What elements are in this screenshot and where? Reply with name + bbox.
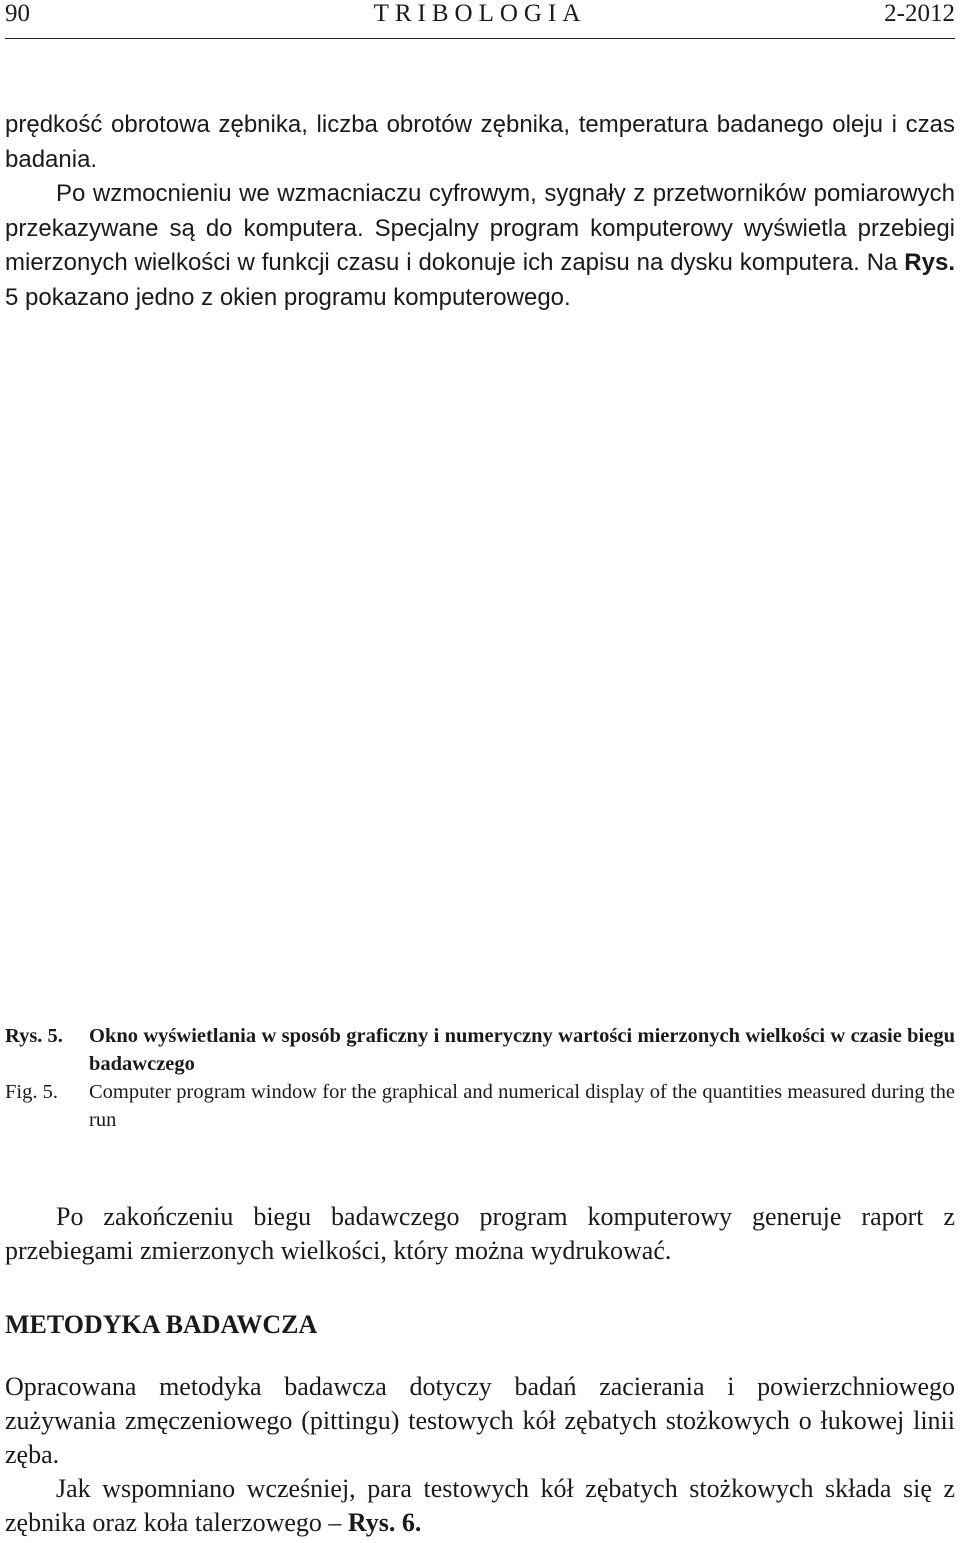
- after-figure-text: [5, 1200, 955, 1268]
- figure-caption: [5, 1022, 955, 1134]
- intro-text: [5, 108, 955, 315]
- figure-6-reference: Rys. 6.: [347, 1508, 422, 1537]
- running-header: [5, 0, 955, 39]
- journal-title: TRIBOLOGIA: [373, 0, 587, 27]
- after-figure-paragraph: Po zakończeniu biegu badawczego program komputerowy generuje raport z przebiegami zmierzonych wielkości, który można wydrukować.: [5, 1202, 955, 1265]
- section-paragraph-1: Opracowana metodyka badawcza dotyczy badań zacierania i powierzchniowego zużywania zmęczeniowego (pittingu) testowych kół zębatych stożkowych o łukowej linii zęba.: [5, 1372, 955, 1469]
- section-heading: METODYKA BADAWCZA: [5, 1310, 318, 1339]
- caption-text-en: Computer program window for the graphical and numerical display of the quantities measured during the run: [89, 1081, 955, 1131]
- caption-label-en: Fig. 5.: [5, 1081, 58, 1103]
- section-paragraph-2: [5, 1472, 955, 1540]
- section-p2-text: Jak wspomniano wcześniej, para testowych kół zębatych stożkowych składa się z zębnika oraz koła talerzowego –: [5, 1474, 955, 1537]
- caption-label-pl: Rys. 5.: [5, 1025, 63, 1047]
- caption-text-pl: Okno wyświetlania w sposób graficzny i numeryczny wartości mierzonych wielkości w czasie biegu badawczego: [89, 1025, 955, 1075]
- caption-polish: [5, 1022, 955, 1078]
- intro-p2-text-a: Po wzmocnieniu we wzmacniaczu cyfrowym, sygnały z przetworników pomiarowych przekazywane są do komputera. Specjalny program komputerowy wyświetla przebiegi mierzonych wielkości w funkcji czasu i dokonuje ich zapisu na dysku komputera. Na: [5, 180, 955, 276]
- intro-p2-text-b: 5 pokazano jedno z okien programu komputerowego.: [5, 283, 571, 311]
- intro-paragraph-1: prędkość obrotowa zębnika, liczba obrotów zębnika, temperatura badanego oleju i czas badania.: [5, 111, 955, 173]
- intro-paragraph-2: [5, 177, 955, 315]
- issue-number: 2-2012: [884, 0, 955, 27]
- section-text: [5, 1370, 955, 1540]
- page-number: 90: [5, 0, 30, 27]
- figure-reference: Rys.: [904, 249, 955, 276]
- caption-english: [5, 1078, 955, 1134]
